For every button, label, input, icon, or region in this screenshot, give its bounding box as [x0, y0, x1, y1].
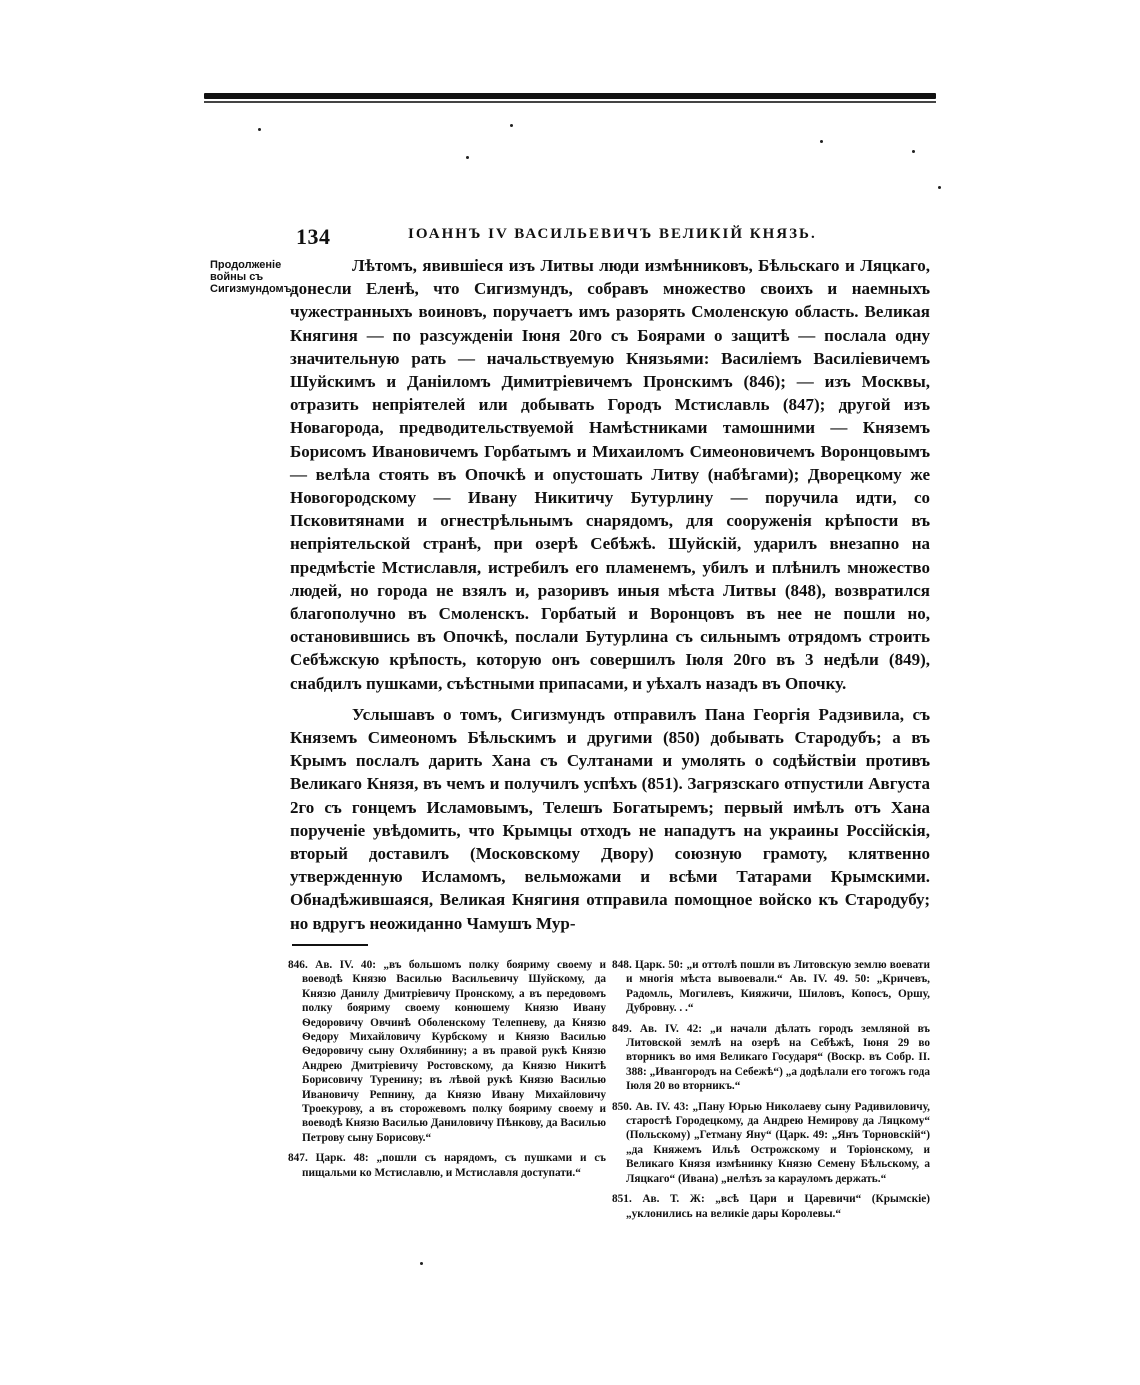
- paragraph: Лѣтомъ, явившіеся изъ Литвы люди измѣнниковъ, Бѣльскаго и Ляцкаго, донесли Еленѣ, что Сигизмундъ, собравъ множество своихъ и наемныхъ чужестранныхъ воиновъ, поручаетъ имъ разорять Смоленскую область. Великая Княгиня — по разсужденіи Іюня 20го съ Боярами о защитѣ — послала одну значительную рать — начальствуемую Князьями: Василіемъ Василіевичемъ Шуйскимъ и Даніиломъ Димитріевичемъ Пронскимъ (846); — изъ Москвы, отразить непріятелей или добывать Городъ Мстиславль (847); другой изъ Новагорода, предводительствуемой Намѣстниками тамошними — Княземъ Борисомъ Ивановичемъ Горбатымъ и Михаиломъ Симеоновичемъ Воронцовымъ — велѣла стоять въ Опочкѣ и опустошать Литву (набѣгами); Дворецкому же Новогородскому — Ивану Никитичу Бутурлину — поручила идти, со Псковитянами и огнестрѣльнымъ снарядомъ, для сооруженія крѣпости въ непріятельской странѣ, при озерѣ Себѣжѣ. Шуйскій, ударилъ внезапно на предмѣстіе Мстиславля, истребилъ его пламенемъ, убилъ и плѣнилъ множество людей, но города не взялъ и, разоривъ иныя мѣста Литвы (848), возвратился благополучно въ Смоленскъ. Горбатый и Воронцовъ въ нее не пошли но, остановившись въ Опочкѣ, послали Бутурлина съ сильнымъ отрядомъ строить Себѣжскую крѣпость, которую онъ совершилъ Іюля 20го въ 3 недѣли (849), снабдилъ пушками, съѣстными припасами, и уѣхалъ назадъ въ Опочку.: [290, 256, 930, 693]
- footnotes-left-column: [288, 958, 606, 1186]
- paragraph: Услышавъ о томъ, Сигизмундъ отправилъ Пана Георгія Радзивила, съ Княземъ Симеономъ Бѣльскимъ и другими (850) добывать Стародубъ; а въ Крымъ послалъ дарить Хана съ Султанами и умолять о содѣйствіи противъ Великаго Князя, въ чемъ и получилъ успѣхъ (851). Загрязскаго отпустили Августа 2го съ гонцемъ Исламовымъ, Телешъ Богатыремъ; первый имѣлъ отъ Хана порученіе увѣдомить, что Крымцы отходъ не нападутъ на украины Россійскія, вторый доставилъ (Московскому Двору) союзную грамоту, клятвенно утвержденную Исламомъ, вельможами и всѣми Татарами Крымскими. Обнадѣжившаяся, Великая Княгиня отправила помощное войско къ Стародубу; но вдругъ неожиданно Чамушъ Мур-: [290, 704, 930, 933]
- footnote-851: 851. Ав. Т. Ж: „всѣ Цари и Царевичи“ (Крымскіе) „уклонились на великіе дары Королевы.“: [612, 1193, 930, 1220]
- footnote-848: 848. Царк. 50: „и оттолѣ пошли въ Литовскую землю воевати и многія мѣста вывоевали.“ Ав. IV. 49. 50: „Кричевъ, Радомль, Могилевъ, Кияжичи, Шиловъ, Копосъ, Оршу, Дубровну. . .“: [612, 959, 930, 1015]
- footnote-846: 846. Ав. IV. 40: „въ большомъ полку бояриму своему и воеводѣ Князю Василью Васильевичу Шуйскому, да Князю Данилу Дмитріевичу Пронскому, а въ передовомъ полку бояриму своему конюшему Князю Ивану Ѳедоровичу Овчинѣ Оболенскому Телепневу, да Князю Ѳедору Михайловичу Курбскому и Князю Василью Ѳедоровичу сыну Охлябинину; а въ правой рукѣ Князю Андрею Дмитріевичу Ростовскому, да Князю Никитѣ Борисовичу Туренину; въ лѣвой рукѣ Князю Василью Ивановичу Репнину, да Князю Ивану Михайловичу Троекурову, а въ сторожевомъ полку бояриму своему и воеводѣ Князю Василью Даниловичу Пѣнкову, да Василью Петрову сыну Борисову.“: [288, 959, 606, 1144]
- speck: [420, 1262, 423, 1265]
- speck: [466, 156, 469, 159]
- top-rule-thin: [204, 101, 936, 103]
- running-head: ІОАННЪ IV ВАСИЛЬЕВИЧЪ ВЕЛИКІЙ КНЯЗЬ.: [408, 226, 817, 242]
- footnotes-right-column: [612, 958, 930, 1227]
- footnote-rule: [292, 944, 368, 946]
- footnote-850: 850. Ав. IV. 43: „Пану Юрью Николаеву сыну Радивиловичу, старостѣ Городецкому, да Андрею Немирову да Ляцкому“ (Польскому) „Гетману Яну“ (Царк. 49: „Янъ Торновскій“) „да Княжемъ Ильѣ Острожскому и Торіонскому, и Великаго Князя измѣнинку Князю Семену Бѣльскому, а Ляцкаго“ (Ивана) „нелѣзъ за карауломъ держать.“: [612, 1100, 930, 1185]
- top-rule: [204, 93, 936, 99]
- speck: [258, 128, 261, 131]
- page-number: 134: [296, 224, 331, 249]
- footnote-849: 849. Ав. IV. 42: „и начали дѣлать городъ земляной въ Литовской землѣ на озерѣ на Себѣжѣ, Іюня 29 во вторникъ во имя Великаго Государя“ (Воскр. въ Собр. II. 388: „Ивангородъ на Себежѣ“) „а додѣлали его тогожъ года Іюля 20 во вторникъ.“: [612, 1022, 930, 1093]
- speck: [510, 124, 513, 127]
- footnote-847: 847. Царк. 48: „пошли съ нарядомъ, съ пушками и съ пищальми ко Мстиславлю, и Мстиславля доступати.“: [288, 1152, 606, 1179]
- speck: [820, 140, 823, 143]
- margin-note: Продолженіе войны съ Сигизмундомъ.: [210, 259, 295, 295]
- speck: [912, 150, 915, 153]
- speck: [938, 186, 941, 189]
- main-text: [290, 254, 930, 935]
